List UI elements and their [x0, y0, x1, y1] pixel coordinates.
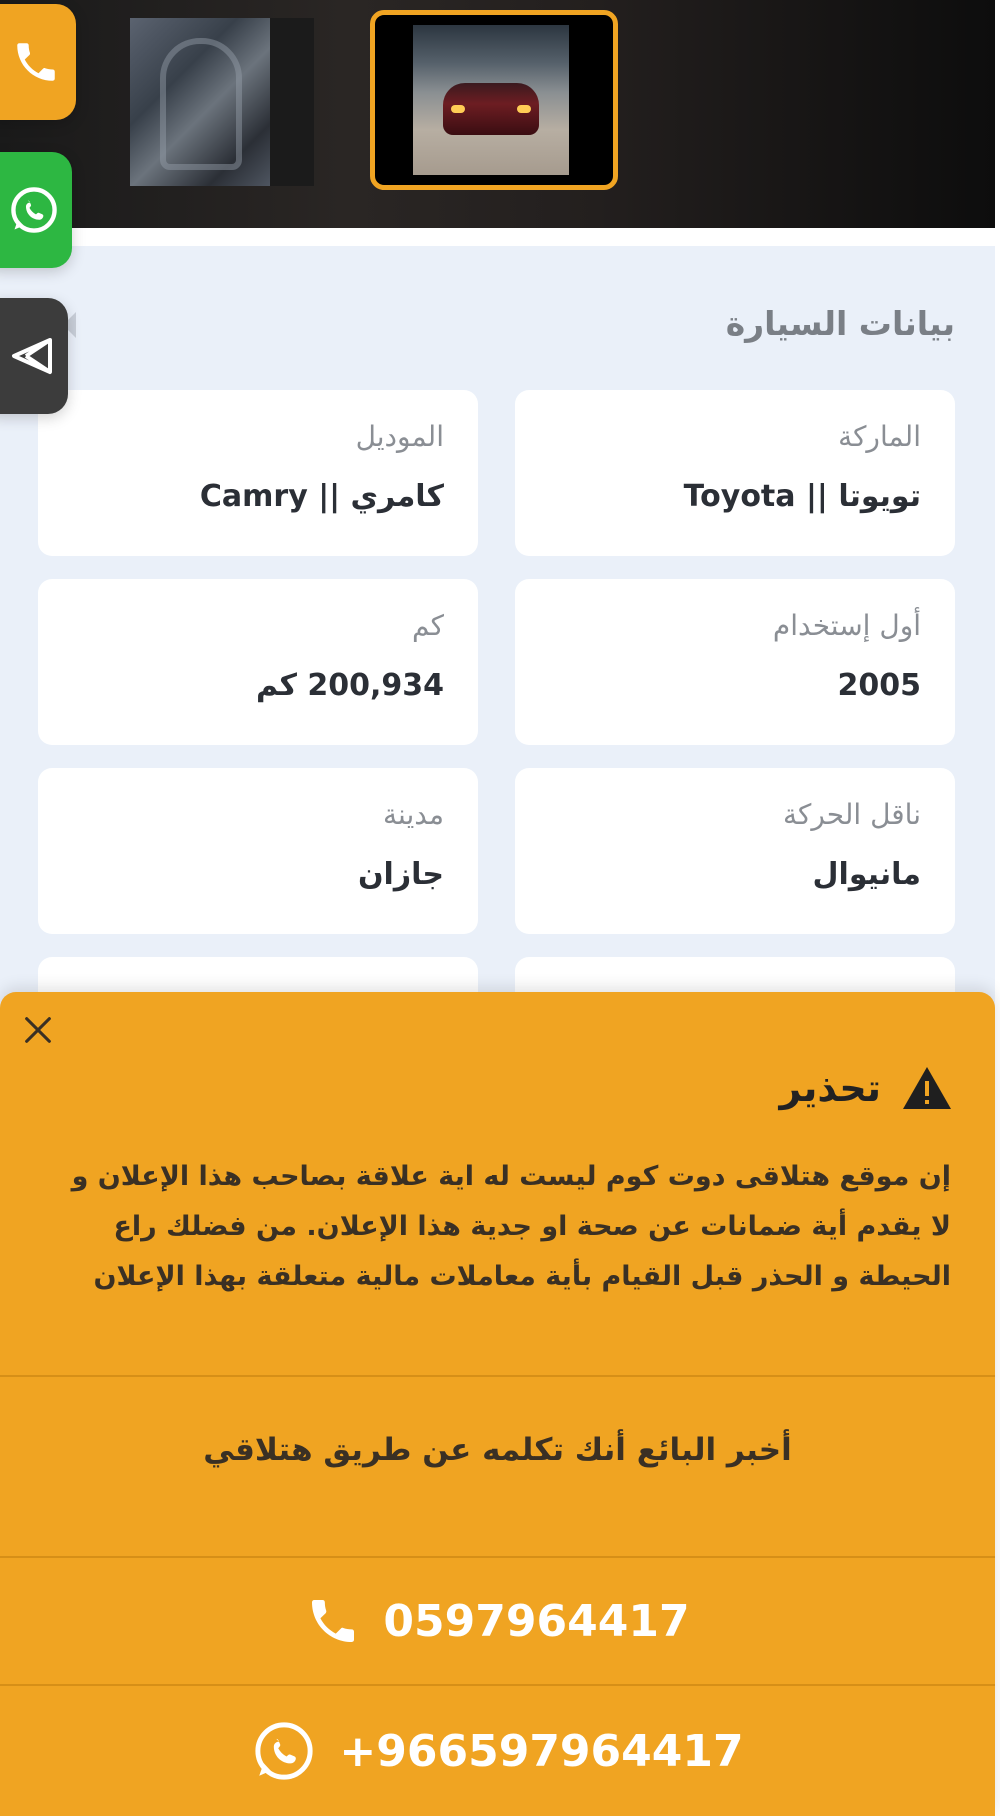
- field-value: 200,934 كم: [255, 668, 444, 703]
- field-value: تويوتا || Toyota: [683, 479, 921, 514]
- info-card-make: [515, 390, 955, 556]
- info-card-model: [38, 390, 478, 556]
- car-interior-photo: [130, 18, 270, 186]
- image-gallery: [0, 0, 995, 228]
- phone-icon: [11, 37, 61, 87]
- warning-header: [779, 1066, 951, 1110]
- car-shape: [443, 83, 539, 135]
- gallery-thumbnail-active[interactable]: [370, 10, 618, 190]
- field-label: مدينة: [383, 798, 444, 831]
- field-value: كامري || Camry: [199, 479, 444, 514]
- info-card-mileage: [38, 579, 478, 745]
- warning-sheet: [0, 992, 995, 1816]
- field-label: كم: [412, 609, 444, 642]
- info-card-transmission: [515, 768, 955, 934]
- divider: [0, 1375, 995, 1377]
- field-value: جازان: [357, 857, 444, 892]
- field-value: مانيوال: [812, 857, 921, 892]
- whatsapp-contact-button[interactable]: [0, 1686, 995, 1816]
- info-card-city: [38, 768, 478, 934]
- share-icon: [8, 332, 56, 380]
- call-phone-button[interactable]: [0, 1558, 995, 1684]
- field-label: أول إستخدام: [772, 609, 921, 642]
- field-label: الموديل: [355, 420, 444, 453]
- field-label: ناقل الحركة: [783, 798, 921, 831]
- info-card-first-use: [515, 579, 955, 745]
- close-icon: [21, 1013, 55, 1047]
- whatsapp-number: +966597964417: [339, 1725, 744, 1777]
- call-float-button[interactable]: [0, 4, 76, 120]
- car-front-photo: [413, 25, 569, 175]
- phone-icon: [305, 1593, 361, 1649]
- warning-icon: [903, 1067, 951, 1109]
- whatsapp-icon: [8, 184, 60, 236]
- gallery-thumbnail[interactable]: [130, 18, 314, 186]
- warning-title: تحذير: [779, 1066, 881, 1110]
- whatsapp-icon: [251, 1718, 317, 1784]
- whatsapp-float-button[interactable]: [0, 152, 72, 268]
- field-value: 2005: [837, 668, 921, 703]
- warning-text: إن موقع هتلاقى دوت كوم ليست له اية علاقة بصاحب هذا الإعلان و لا يقدم أية ضمانات عن صحة او جدية هذا الإعلان. من فضلك راع الحيطة و الحذر قبل القيام بأية معاملات مالية متعلقة بهذا الإعلان: [71, 1161, 951, 1292]
- field-label: الماركة: [838, 420, 921, 453]
- section-title: بيانات السيارة: [725, 304, 955, 343]
- share-float-button[interactable]: [0, 298, 68, 414]
- close-button[interactable]: [18, 1010, 58, 1050]
- tell-seller-note: أخبر البائع أنك تكلمه عن طريق هتلاقي: [203, 1432, 792, 1468]
- phone-number: 0597964417: [383, 1595, 690, 1647]
